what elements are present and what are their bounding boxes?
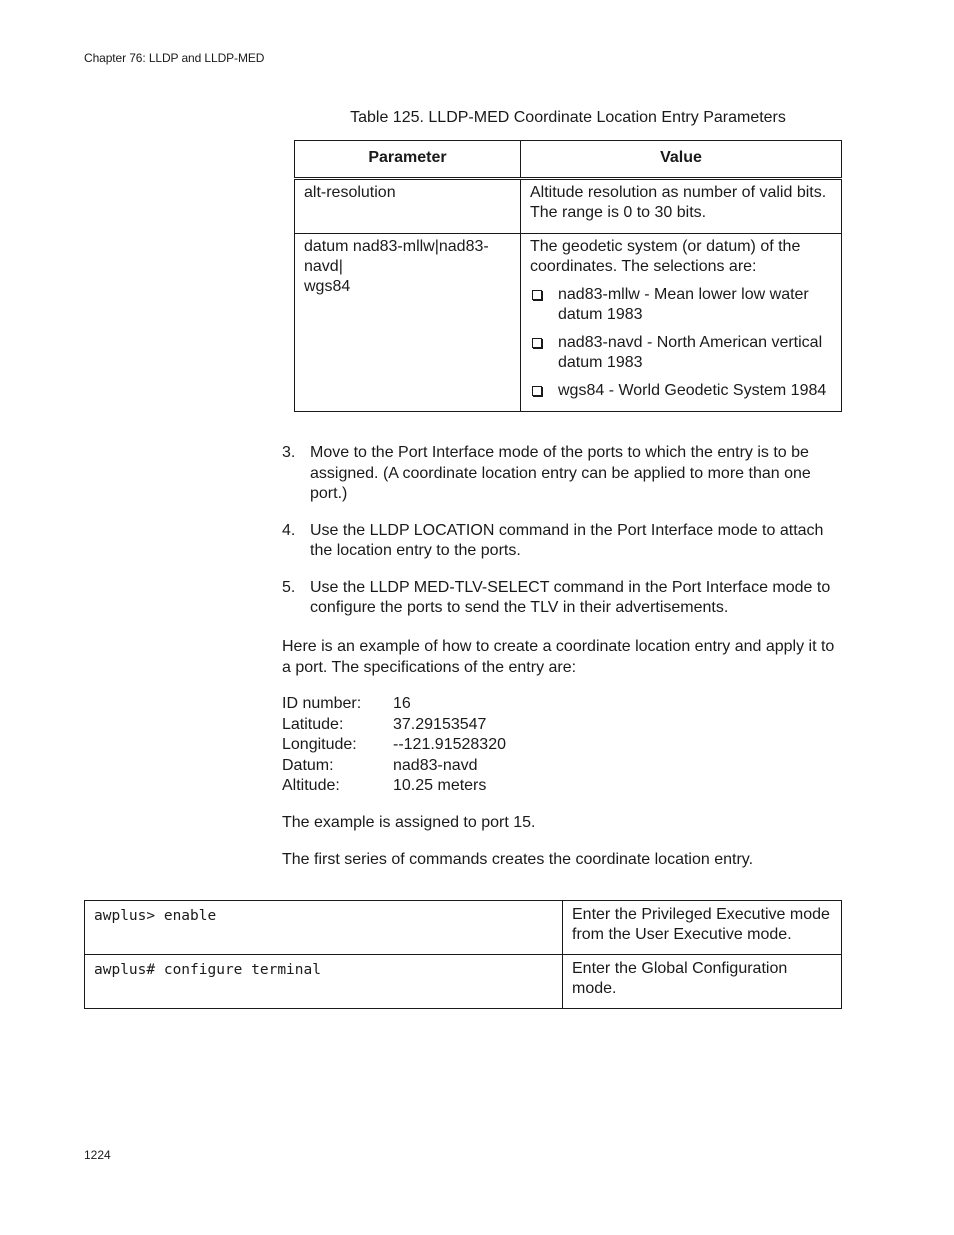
list-item	[530, 381, 832, 401]
parameter-line: datum nad83-mllw|nad83-navd|	[304, 238, 489, 275]
table-header-row	[295, 141, 842, 179]
table-row	[295, 234, 842, 412]
table-row	[85, 901, 842, 955]
step-text: Use the LLDP LOCATION command in the Port Interface mode to attach the location entry to the ports.	[310, 521, 824, 559]
page-number: 1224	[84, 1148, 111, 1162]
checkbox-bullet-icon	[532, 290, 542, 300]
spec-value: 10.25 meters	[393, 777, 487, 794]
parameter-cell: alt-resolution	[295, 179, 521, 234]
spec-label: Datum:	[282, 756, 334, 774]
parameter-cell	[295, 234, 521, 412]
spec-label: Altitude:	[282, 777, 340, 794]
table-row	[295, 179, 842, 234]
spec-value: nad83-navd	[393, 756, 478, 774]
spec-value: 37.29153547	[393, 715, 487, 733]
command-cell: awplus> enable	[85, 901, 563, 955]
table-caption: Table 125. LLDP-MED Coordinate Location Entry Parameters	[350, 109, 786, 126]
choice-text: nad83-mllw - Mean lower low water datum 1983	[558, 286, 809, 323]
spec-label: Latitude:	[282, 715, 344, 733]
step-number: 4.	[282, 521, 296, 539]
checkbox-bullet-icon	[532, 338, 542, 348]
table-row	[85, 955, 842, 1009]
port-note: The example is assigned to port 15.	[282, 814, 536, 831]
entry-specifications	[282, 694, 506, 797]
command-table	[84, 900, 842, 1009]
command-description: Enter the Global Configuration mode.	[563, 955, 842, 1009]
spec-row	[282, 735, 506, 756]
command-description: Enter the Privileged Executive mode from the User Executive mode.	[563, 901, 842, 955]
command-cell: awplus# configure terminal	[85, 955, 563, 1009]
spec-label: Longitude:	[282, 736, 357, 753]
step-item	[282, 578, 842, 619]
step-number: 5.	[282, 578, 296, 596]
value-intro: The geodetic system (or datum) of the coordinates. The selections are:	[530, 238, 801, 275]
value-column-header: Value	[521, 141, 842, 179]
parameters-table	[294, 140, 842, 412]
step-item	[282, 521, 842, 562]
checkbox-bullet-icon	[532, 386, 542, 396]
spec-row	[282, 776, 506, 797]
value-cell: Altitude resolution as number of valid bits. The range is 0 to 30 bits.	[521, 179, 842, 234]
spec-value: 16	[393, 695, 411, 712]
datum-choices-list	[530, 285, 832, 401]
parameter-line: wgs84	[304, 278, 351, 295]
list-item	[530, 285, 832, 325]
parameter-column-header: Parameter	[295, 141, 521, 179]
spec-label: ID number:	[282, 695, 362, 712]
example-intro: Here is an example of how to create a coordinate location entry and apply it to a port. The specifications of the entry are:	[282, 638, 835, 676]
spec-row	[282, 694, 506, 715]
step-number: 3.	[282, 444, 296, 461]
choice-text: nad83-navd - North American vertical datum 1983	[558, 334, 823, 371]
step-text: Move to the Port Interface mode of the ports to which the entry is to be assigned. (A coordinate location entry can be applied to more than one port.)	[310, 444, 811, 502]
spec-row	[282, 756, 506, 777]
procedure-steps	[282, 443, 842, 635]
chapter-header: Chapter 76: LLDP and LLDP-MED	[84, 51, 265, 65]
step-text: Use the LLDP MED-TLV-SELECT command in the Port Interface mode to configure the ports to send the TLV in their advertisements.	[310, 578, 831, 616]
spec-row	[282, 715, 506, 736]
series-note: The first series of commands creates the coordinate location entry.	[282, 851, 754, 868]
choice-text: wgs84 - World Geodetic System 1984	[558, 382, 827, 399]
value-cell	[521, 234, 842, 412]
list-item	[530, 333, 832, 373]
step-item	[282, 443, 842, 505]
spec-value: --121.91528320	[393, 736, 506, 753]
